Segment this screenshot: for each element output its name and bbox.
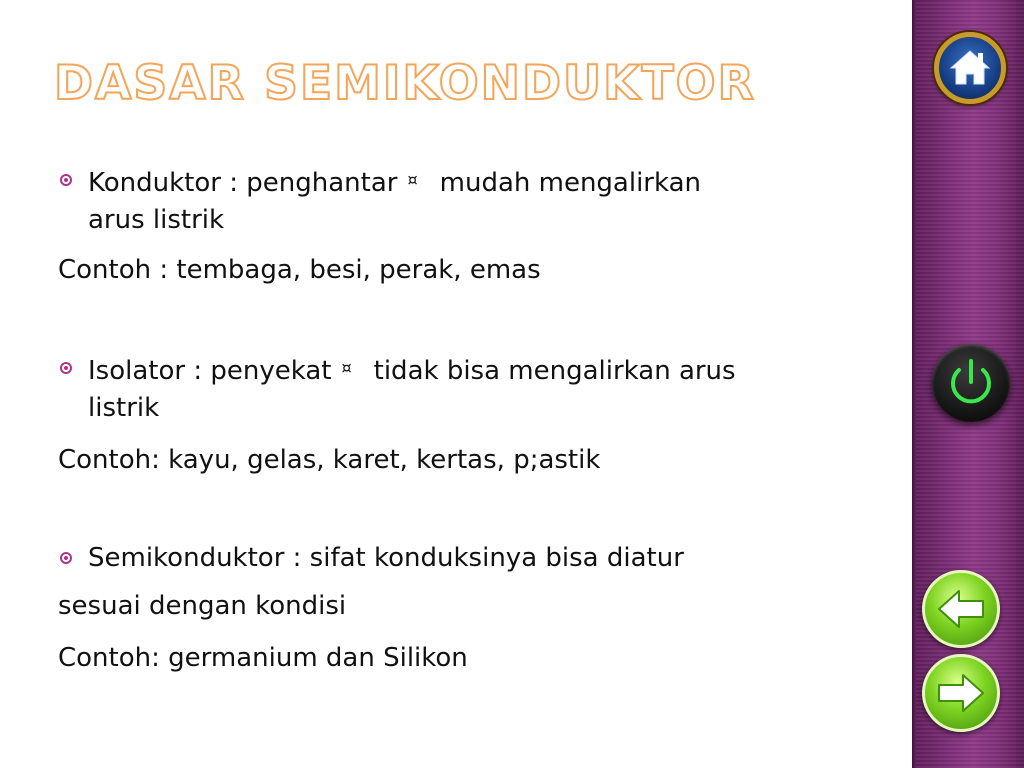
slide-title: DASAR SEMIKONDUKTOR	[54, 56, 756, 111]
konduktor-continuation: arus listrik	[88, 205, 225, 235]
isolator-continuation: listrik	[88, 393, 160, 423]
arrow-glyph-icon: ¤	[407, 170, 418, 189]
isolator-text-rest: tidak bisa mengalirkan arus	[373, 356, 736, 386]
list-item-konduktor	[58, 160, 928, 203]
bullet-icon	[60, 362, 72, 374]
power-button[interactable]	[932, 344, 1010, 422]
power-icon	[932, 344, 1010, 422]
isolator-text: Isolator : penyekat	[88, 356, 332, 386]
semikonduktor-text: Semikonduktor : sifat konduksinya bisa diatur	[88, 543, 684, 573]
arrow-right-icon	[925, 657, 997, 729]
isolator-example: Contoh: kayu, gelas, karet, kertas, p;astik	[58, 445, 601, 475]
konduktor-text: Konduktor : penghantar	[88, 168, 398, 198]
panel-edge	[912, 0, 916, 768]
arrow-glyph-icon: ¤	[341, 358, 352, 377]
previous-slide-button[interactable]	[922, 570, 1000, 648]
bullet-icon	[60, 552, 72, 564]
konduktor-example: Contoh : tembaga, besi, perak, emas	[58, 255, 541, 285]
konduktor-text-rest: mudah mengalirkan	[439, 168, 702, 198]
bullet-icon	[60, 174, 72, 186]
next-slide-button[interactable]	[922, 654, 1000, 732]
semikonduktor-example: Contoh: germanium dan Silikon	[58, 643, 468, 673]
home-icon	[939, 37, 1001, 99]
home-button[interactable]	[934, 32, 1006, 104]
semikonduktor-line2: sesuai dengan kondisi	[58, 591, 347, 621]
list-item-semikonduktor	[58, 538, 928, 578]
nav-panel	[912, 0, 1024, 768]
list-item-isolator	[58, 348, 928, 391]
arrow-left-icon	[925, 573, 997, 645]
